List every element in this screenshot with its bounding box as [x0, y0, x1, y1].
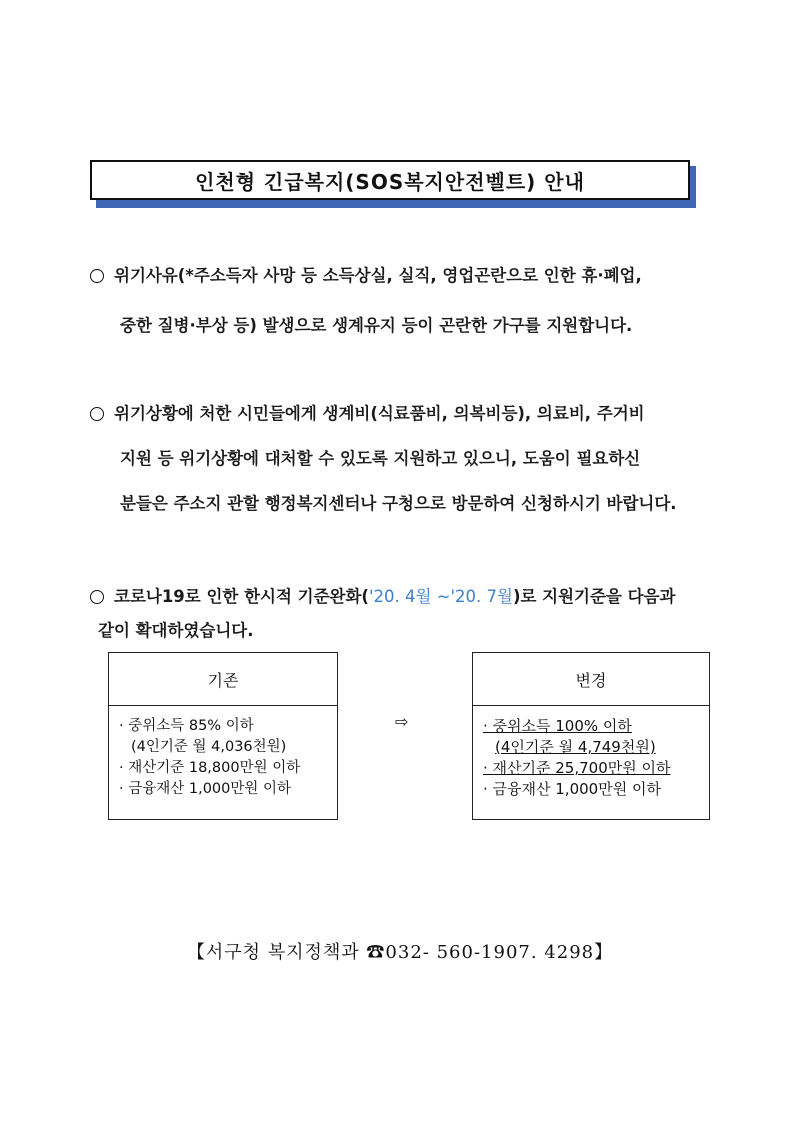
- section1-line1-text: 위기사유(*주소득자 사망 등 소득상실, 실직, 영업곤란으로 인한 휴·폐업,: [114, 266, 642, 285]
- page-title: 인천형 긴급복지(SOS복지안전벨트) 안내: [90, 160, 690, 200]
- criteria-before-header: 기존: [109, 653, 337, 706]
- after-item: · 중위소득 100% 이하: [483, 717, 632, 735]
- before-item: (4인기준 월 4,036천원): [131, 739, 287, 755]
- after-item: · 금융재산 1,000만원 이하: [483, 780, 661, 798]
- section2-line1: [90, 400, 645, 424]
- section3-line1-prefix: 코로나19로 인한 한시적 기준완화(: [114, 587, 369, 606]
- before-item: · 재산기준 18,800만원 이하: [119, 760, 301, 776]
- section3-line1: [90, 583, 675, 607]
- circle-bullet-icon: [90, 407, 104, 421]
- section2-line1-text: 위기상황에 처한 시민들에게 생계비(식료품비, 의복비등), 의료비, 주거비: [114, 404, 645, 423]
- right-arrow-icon: ⇨: [395, 712, 409, 731]
- criteria-after-box: [472, 652, 710, 820]
- after-item: · 재산기준 25,700만원 이하: [483, 759, 671, 777]
- section3-line1-suffix: )로 지원기준을 다음과: [512, 587, 676, 606]
- circle-bullet-icon: [90, 590, 104, 604]
- section2-line3: 분들은 주소지 관할 행정복지센터나 구청으로 방문하여 신청하시기 바랍니다.: [120, 494, 677, 513]
- contact-footer: 【서구청 복지정책과 ☎032- 560-1907. 4298】: [186, 942, 614, 963]
- after-item: (4인기준 월 4,749천원): [495, 738, 656, 756]
- period-highlight: '20. 4월 ~'20. 7월: [368, 587, 513, 606]
- section3-line2: 같이 확대하였습니다.: [98, 621, 254, 640]
- before-item: · 중위소득 85% 이하: [119, 718, 254, 734]
- before-item: · 금융재산 1,000만원 이하: [119, 781, 292, 797]
- title-banner: [90, 160, 694, 206]
- section1-line2: 중한 질병·부상 등) 발생으로 생계유지 등이 곤란한 가구를 지원합니다.: [120, 316, 633, 335]
- section2-line2: 지원 등 위기상황에 대처할 수 있도록 지원하고 있으니, 도움이 필요하신: [120, 449, 641, 468]
- criteria-before-body: [109, 706, 337, 800]
- circle-bullet-icon: [90, 269, 104, 283]
- criteria-after-body: [473, 706, 709, 800]
- criteria-before-box: [108, 652, 338, 820]
- section1-line1: [90, 262, 642, 286]
- criteria-after-header: 변경: [473, 653, 709, 706]
